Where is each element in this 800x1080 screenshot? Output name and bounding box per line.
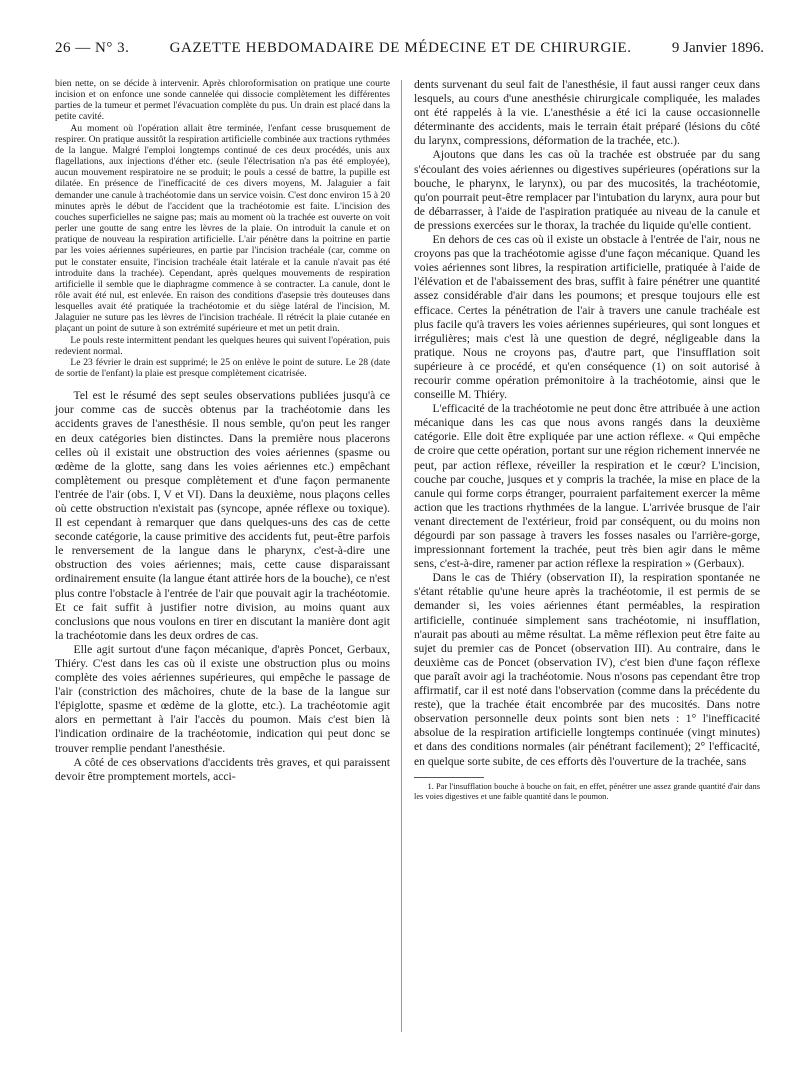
page-number: 26 — N° 3. xyxy=(55,40,130,56)
running-header xyxy=(55,40,764,62)
paragraph: Tel est le résumé des sept seules observations publiées jusqu'à ce jour comme cas de succès obtenus par la trachéotomie dans les accidents graves de l'anesthésie. Il nous semble, qu'on peut les ranger en deux catégories bien distinctes. Dans la première nous placerons celles où il existait une obstruction des voies aériennes (spasme ou œdème de la glotte, sang dans les voies aériennes etc.) empêchant complètement ou presque complètement et d'une façon permanente l'entrée de l'air (obs. I, V et VI). Dans la deuxième, nous plaçons celles où cette obstruction n'existait pas (syncope, apnée réflexe ou toxique). Il est cependant à remarquer que dans quelques-uns des cas de cette seconde catégorie, la cause primitive des accidents fut, peut-être parfois le renversement de la langue dans le pharynx, c'est-à-dire une obstruction des voies aériennes; mais, cette cause disparaissant ordinairement ensuite (la langue étant attirée hors de la bouche), ce n'est plus contre l'obstacle à l'entrée de l'air que pouvait agir la trachéotomie. Et ce fait suffit à justifier notre division, au moins quant aux conclusions que nous voulons en tirer en discutant la manière dont agit la trachéotomie dans les deux ordres de cas. xyxy=(55,389,390,642)
footnote: 1. Par l'insufflation bouche à bouche on fait, en effet, pénétrer une assez grande quantité d'air dans les voies digestives et une faible quantité dans le poumon. xyxy=(414,781,760,801)
section-gap xyxy=(55,379,390,389)
column-divider xyxy=(401,80,402,1032)
paragraph: Dans le cas de Thiéry (observation II), la respiration spontanée ne s'étant rétablie qu'une heure après la trachéotomie, il est permis de se demander si, les voies aériennes étant perméables, la respiration artificielle, continuée simplement sans trachéotomie, ni insufflation, n'aurait pas abouti au même résultat. La même réflexion peut être faite au sujet du premier cas de Poncet (observation III). Au contraire, dans le deuxième cas de Poncet (observation IV), c'est bien d'une façon réflexe que paraît avoir agi la trachéotomie. Nous n'osons pas cependant être trop affirmatif, car il est noté dans l'observation (comme dans la précédente du reste), que la trachée était encombrée par des mucosités. Dans notre observation personnelle deux points sont bien nets : 1° l'inefficacité absolue de la respiration artificielle longtemps continuée (vingt minutes) et dans des conditions normales (air pénétrant facilement); 2° l'efficacité, en quelque sorte subite, de ces efforts dès l'ouverture de la trachée, sans xyxy=(414,571,760,768)
paragraph: En dehors de ces cas où il existe un obstacle à l'entrée de l'air, nous ne croyons pas que la trachéotomie agisse d'une façon mécanique. Quand les voies aériennes sont libres, la respiration artificielle, pratiquée à l'aide de l'élévation et de l'abaissement des bras, suffit à faire pénétrer une quantité assez considérable d'air dans les poumons; et presque toujours elle est efficace. Certes la pénétration de l'air à travers une canule trachéale est plus facile qu'à travers les voies aériennes supérieures, qui sont longues et irrégulières; mais c'est là une question de degré, négligeable dans la pratique. Nous ne croyons pas, d'autre part, que l'insufflation soit supérieure à ce procédé, et qu'en conséquence (1) on soit autorisé à recourir comme opération prémonitoire à la trachéotomie, ainsi que le conseille M. Thiéry. xyxy=(414,233,760,402)
journal-title: GAZETTE HEBDOMADAIRE DE MÉDECINE ET DE CHIRURGIE. xyxy=(169,40,632,56)
left-column xyxy=(55,78,390,784)
paragraph: Ajoutons que dans les cas où la trachée est obstruée par du sang s'écoulant des voies aériennes ou digestives supérieures (opérations sur la bouche, le pharynx, le larynx), ou par des mucosités, la trachéotomie, qu'on pourrait peut-être remplacer par l'intubation du larynx, aura pour but de débarrasser, à l'aide de l'aspiration pratiquée au niveau de la canule et de pressions exercées sur le thorax, la trachée du liquide qu'elle contient. xyxy=(414,148,760,232)
right-column xyxy=(414,78,760,802)
paragraph: A côté de ces observations d'accidents très graves, et qui paraissent devoir être promptement mortels, acci- xyxy=(55,755,390,783)
paragraph: dents survenant du seul fait de l'anesthésie, il faut aussi ranger ceux dans lesquels, au cours d'une anesthésie chirurgicale compliquée, les malades ont été rappelés à la vie. L'anesthésie a été ici la cause occasionnelle déterminante des accidents, mais le terrain était préparé (lésions du côté du larynx, compressions, déformation de la trachée, etc.). xyxy=(414,78,760,148)
paragraph: bien nette, on se décide à intervenir. Après chloroformisation on pratique une courte incision et on enfonce une sonde cannelée qui dissocie complètement les différentes parties de la tumeur et permet l'évacuation complète du pus. Un drain est placé dans la petite cavité. xyxy=(55,78,390,123)
paragraph: L'efficacité de la trachéotomie ne peut donc être attribuée à une action mécanique dans les cas que nous avons rangés dans la deuxième catégorie. Elle doit être expliquée par une action réflexe. « Qui empêche de croire que cette opération, portant sur une région richement innervée ne peut, par action réflexe, réveiller la respiration et le cœur? L'incision, couche par couche, jusques et y compris la trachée, la mise en place de la canule qui forme corps étranger, pourraient parfaitement exercer la même action que les tractions rhythmées de la langue. L'arrivée brusque de l'air venant directement de l'extérieur, froid par conséquent, ou du moins non dégourdi par son passage à travers les fosses nasales ou l'arrière-gorge, impressionnant fortement la trachée, peut très bien agir dans le même sens, c'est-à-dire, ramener par action réflexe la respiration » (Gerbaux). xyxy=(414,402,760,571)
paragraph: Au moment où l'opération allait être terminée, l'enfant cesse brusquement de respirer. On pratique aussitôt la respiration artificielle combinée aux tractions rythmées de la langue. Malgré l'emploi longtemps continué de ces deux procédés, unis aux flagellations, aux injections d'éther etc. (seule l'électrisation n'a pas été employée), aucun mouvement respiratoire ne se produit; le pouls a cessé de battre, la pupille est dilatée. En présence de l'inefficacité de ces divers moyens, M. Jalaguier a fait demander une canule à trachéotomie dans un service voisin. C'est donc environ 15 à 20 minutes après le début de l'accident que la trachéotomie est faite. L'incision des couches superficielles ne saigne pas; mais au moment où la trachée est ouverte on voit perler une goutte de sang entre les lèvres de la plaie. On introduit la canule et on pratique de nouveau la respiration artificielle. L'air pénètre dans la poitrine en partie par les voies aériennes supérieures, en partie par l'incision trachéale (car, comme on put le constater ensuite, l'incision trachéale était latérale et la canule n'avait pas été introduite dans la trachée). Cependant, après quelques mouvements de respiration artificielle il semble que le diaphragme commence à se contracter. La canule, dont le rôle avait été nul, est enlevée. En raison des conditions d'asepsie très douteuses dans lesquelles avait été pratiquée la trachéotomie et du siège latéral de l'incision, M. Jalaguier ne suture pas les lèvres de l'incision trachéale. Il rétrécit la plaie cutanée en plaçant un point de suture à son extrémité supérieure et met un petit drain. xyxy=(55,122,391,335)
paragraph: Elle agit surtout d'une façon mécanique, d'après Poncet, Gerbaux, Thiéry. C'est dans les cas où il existe une obstruction plus ou moins complète des voies aériennes supérieures, qui empêche le passage de l'air (constriction des mâchoires, chute de la base de la langue sur l'épiglotte, spasme et œdème de la glotte, etc.). La trachéotomie agit alors en permettant à l'air l'accès du poumon. Mais c'est bien là l'indication ordinaire de la trachéotomie, indication qui peut donc se trouver remplie pendant l'anesthésie. xyxy=(55,642,390,755)
discussion-text xyxy=(55,389,390,784)
footnote-rule xyxy=(414,777,484,778)
paragraph: Le 23 février le drain est supprimé; le 25 on enlève le point de suture. Le 28 (date de sortie de l'enfant) la plaie est presque complètement cicatrisée. xyxy=(55,356,390,380)
paragraph: Le pouls reste intermittent pendant les quelques heures qui suivent l'opération, puis redevient normal. xyxy=(55,334,390,357)
issue-date: 9 Janvier 1896. xyxy=(671,40,764,56)
observation-text xyxy=(55,78,390,379)
discussion-continued xyxy=(414,78,760,769)
